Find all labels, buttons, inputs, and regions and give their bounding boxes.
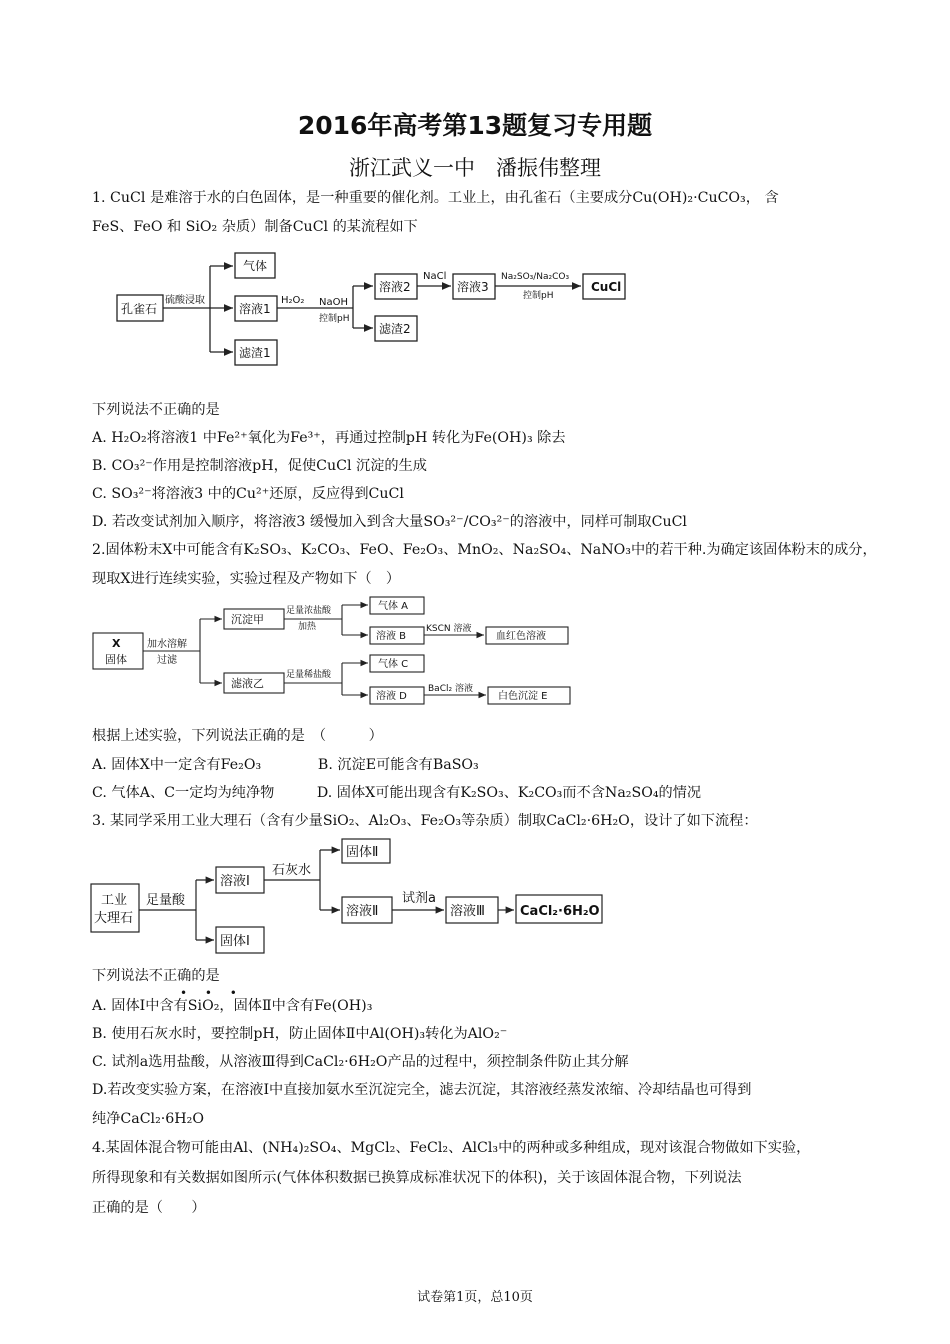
q1-option-d: D. 若改变试剂加入顺序，将溶液3 缓慢加入到含大量SO₃²⁻/CO₃²⁻的溶液中，同样可制取CuCl <box>92 514 687 530</box>
q1-node-sol1: 溶液1 <box>239 302 271 316</box>
q2-stem-line1: 2.固体粉末X中可能含有K₂SO₃、K₂CO₃、FeO、Fe₂O₃、MnO₂、Na₂SO₄、NaNO₃中的若干种.为确定该固体粉末的成分， <box>92 542 877 558</box>
q1-label-ph2: 控制pH <box>523 291 554 301</box>
q2-node-x: X <box>112 637 121 650</box>
q3-node-start-line1: 工业 <box>101 893 128 908</box>
q2-node-sol-b: 溶液 B <box>376 631 407 642</box>
q2-label-water2: 过滤 <box>157 655 177 666</box>
q3-node-sol-iii: 溶液Ⅲ <box>450 904 485 919</box>
q1-option-c: C. SO₃²⁻将溶液3 中的Cu²⁺还原，反应得到CuCl <box>92 486 404 502</box>
q3-label-lime: 石灰水 <box>272 863 312 878</box>
q1-option-a: A. H₂O₂将溶液1 中Fe²⁺氧化为Fe³⁺，再通过控制pH 转化为Fe(OH)₃ 除去 <box>92 430 566 446</box>
q1-prompt: 下列说法不正确的是 <box>92 402 220 418</box>
q2-label-kscn: KSCN 溶液 <box>426 624 472 634</box>
q1-node-res2: 滤渣2 <box>379 322 411 336</box>
q1-label-step1: 硫酸浸取 <box>165 295 205 306</box>
q3-node-start-line2: 大理石 <box>94 911 134 926</box>
q1-label-h2o2: H₂O₂ <box>281 295 305 306</box>
q3-option-a: A. 固体Ⅰ中含有SiO₂，固体Ⅱ中含有Fe(OH)₃ <box>92 998 373 1014</box>
q3-label-acid: 足量酸 <box>146 893 186 908</box>
q2-node-filtrate: 滤液乙 <box>231 677 264 690</box>
q1-option-b: B. CO₃²⁻作用是控制溶液pH，促使CuCl 沉淀的生成 <box>92 458 427 474</box>
q3-label-reagent-a: 试剂a <box>402 891 436 906</box>
q1-label-ph1: 控制pH <box>319 314 350 324</box>
q1-node-start: 孔雀石 <box>121 302 158 316</box>
q3-node-solid-ii: 固体Ⅱ <box>346 845 379 860</box>
q2-node-ppt: 沉淀甲 <box>231 613 264 626</box>
q2-options-ab: A. 固体X中一定含有Fe₂O₃ B. 沉淀E可能含有BaSO₃ <box>92 757 479 773</box>
q1-stem-line2: FeS、FeO 和 SiO₂ 杂质）制备CuCl 的某流程如下 <box>92 219 418 235</box>
q2-flow-diagram <box>90 595 580 713</box>
q2-node-gas-c: 气体 C <box>378 659 409 670</box>
q3-flow-diagram <box>88 834 608 959</box>
q2-node-gas-a: 气体 A <box>378 601 409 612</box>
q3-node-sol-ii: 溶液Ⅱ <box>346 904 379 919</box>
q1-label-naoh: NaOH <box>319 297 348 308</box>
q3-stem: 3. 某同学采用工业大理石（含有少量SiO₂、Al₂O₃、Fe₂O₃等杂质）制取CaCl₂·6H₂O，设计了如下流程： <box>92 813 758 829</box>
q1-node-res1: 滤渣1 <box>239 346 271 360</box>
q2-node-white: 白色沉淀 E <box>498 691 548 702</box>
q1-node-gas: 气体 <box>243 259 268 273</box>
q2-node-x-solid: 固体 <box>105 653 127 666</box>
q3-emphasis-dots: • • • <box>180 986 244 1000</box>
q3-option-c: C. 试剂a选用盐酸，从溶液Ⅲ得到CaCl₂·6H₂O产品的过程中，须控制条件防止其分解 <box>92 1054 629 1070</box>
page-title: 2016年高考第13题复习专用题 <box>297 111 653 140</box>
q1-label-nacl: NaCl <box>423 271 447 282</box>
q2-label-heat: 加热 <box>298 622 317 632</box>
q1-node-sol3: 溶液3 <box>457 280 489 294</box>
q3-node-product: CaCl₂·6H₂O <box>520 904 600 919</box>
q2-options-cd: C. 气体A、C一定均为纯净物 D. 固体X可能出现含有K₂SO₃、K₂CO₃而不含Na₂SO₄的情况 <box>92 785 702 801</box>
q2-stem-line2: 现取X进行连续实验，实验过程及产物如下（ ） <box>92 571 401 587</box>
page-subtitle: 浙江武义一中 潘振伟整理 <box>349 156 601 180</box>
q3-option-b: B. 使用石灰水时，要控制pH，防止固体Ⅱ中Al(OH)₃转化为AlO₂⁻ <box>92 1026 508 1042</box>
q1-label-reagent: Na₂SO₃/Na₂CO₃ <box>501 272 570 282</box>
q3-node-solid-i: 固体Ⅰ <box>220 934 250 949</box>
q4-line3: 正确的是（ ） <box>92 1200 206 1216</box>
q2-node-sol-d: 溶液 D <box>376 691 407 702</box>
q2-label-hcl1: 足量浓盐酸 <box>286 606 332 616</box>
q4-line1: 4.某固体混合物可能由Al、(NH₄)₂SO₄、MgCl₂、FeCl₂、AlCl₃中的两种或多种组成，现对该混合物做如下实验， <box>92 1140 811 1156</box>
q3-option-d-line1: D.若改变实验方案，在溶液Ⅰ中直接加氨水至沉淀完全，滤去沉淀，其溶液经蒸发浓缩、冷却结晶也可得到 <box>92 1082 752 1098</box>
page-footer: 试卷第1页，总10页 <box>417 1290 533 1305</box>
q1-flow-diagram <box>115 248 635 373</box>
q3-node-sol-i: 溶液Ⅰ <box>220 874 250 889</box>
q1-node-sol2: 溶液2 <box>379 280 411 294</box>
q4-line2: 所得现象和有关数据如图所示(气体体积数据已换算成标准状况下的体积)，关于该固体混合物，下列说法 <box>92 1170 742 1186</box>
q3-option-d-line2: 纯净CaCl₂·6H₂O <box>92 1111 204 1127</box>
q2-node-red: 血红色溶液 <box>496 631 546 642</box>
q2-label-water1: 加水溶解 <box>147 639 187 650</box>
q2-label-hcl2: 足量稀盐酸 <box>286 670 332 680</box>
q2-prompt: 根据上述实验，下列说法正确的是 （ ） <box>92 728 383 744</box>
q2-label-bacl2: BaCl₂ 溶液 <box>428 684 473 694</box>
q1-node-product: CuCl <box>591 280 622 294</box>
q1-stem-line1: 1. CuCl 是难溶于水的白色固体，是一种重要的催化剂。工业上，由孔雀石（主要成分Cu(OH)₂·CuCO₃， 含 <box>92 190 779 206</box>
q3-prompt: 下列说法不正确的是 <box>92 968 220 984</box>
